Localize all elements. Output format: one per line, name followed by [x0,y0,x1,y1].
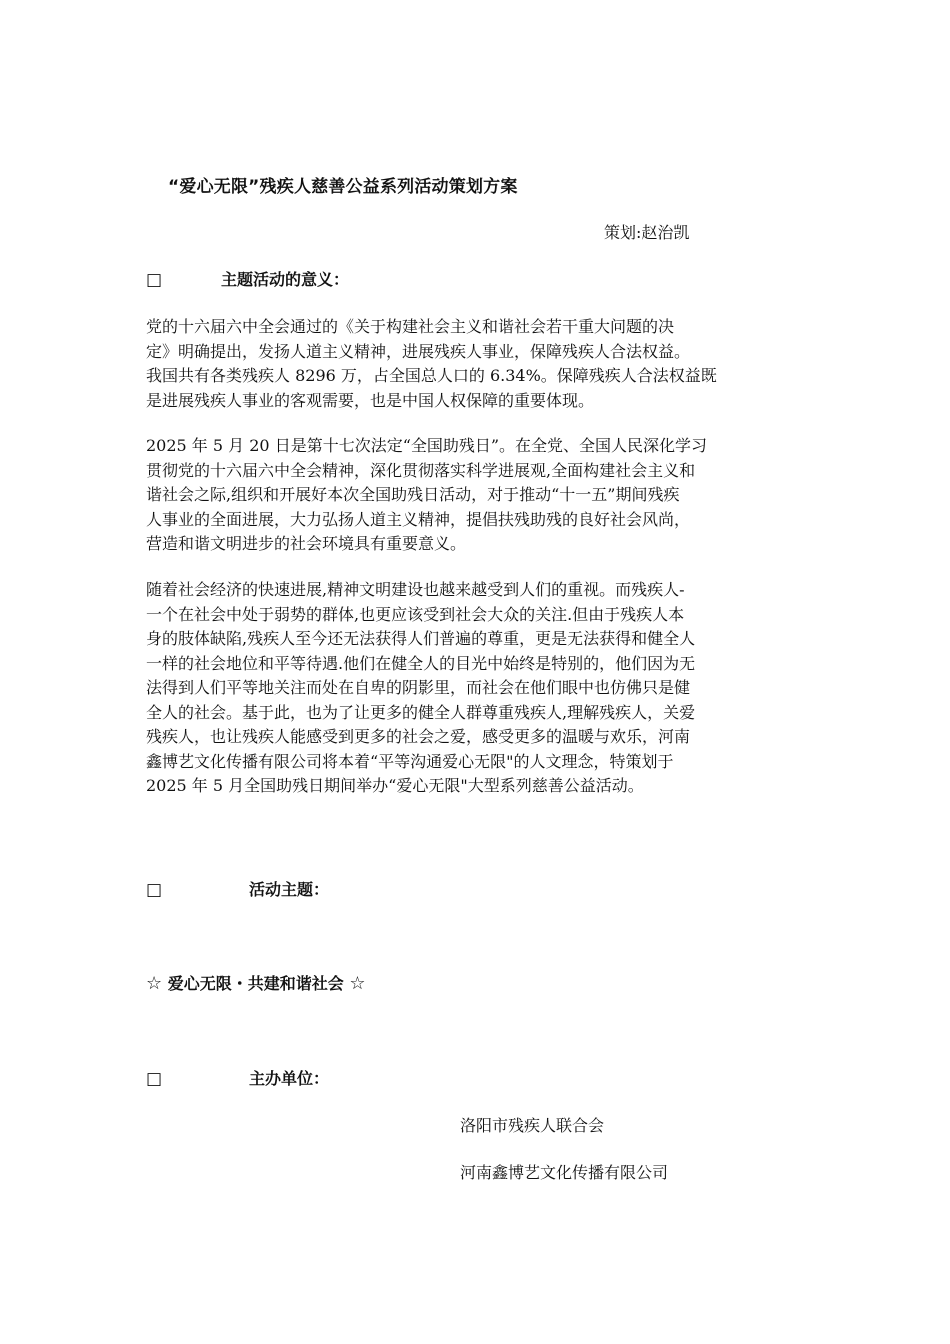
paragraph-line: 2025 年 5 月 20 日是第十七次法定“全国助残日”。在全党、全国人民深化学习 [146,436,708,455]
paragraph-line: 人事业的全面进展，大力弘扬人道主义精神，提倡扶残助残的良好社会风尚， [146,509,691,529]
paragraph-line: 党的十六届六中全会通过的《关于构建社会主义和谐社会若干重大问题的决 [146,317,675,336]
section-label: 活动主题： [249,880,330,899]
document-title: “爱心无限”残疾人慈善公益系列活动策划方案 [168,177,518,197]
paragraph-line: 营造和谐文明进步的社会环境具有重要意义。 [146,534,467,553]
checkbox-icon: □ [146,880,163,900]
slogan-text: 爱心无限・共建和谐社会 [167,974,344,993]
theme-slogan [146,971,365,994]
star-icon: ☆ [349,973,366,994]
paragraph-line: 是进展残疾人事业的客观需要，也是中国人权保障的重要体现。 [146,390,595,410]
paragraph-line: 2025 年 5 月全国助残日期间举办“爱心无限"大型系列慈善公益活动。 [146,776,644,795]
paragraph-line: 随着社会经济的快速进展,精神文明建设也越来越受到人们的重视。而残疾人- [146,580,685,599]
section-heading-significance [146,267,349,290]
paragraph-line: 鑫博艺文化传播有限公司将本着“平等沟通爱心无限"的人文理念，特策划于 [146,751,674,771]
organizer-item: 河南鑫博艺文化传播有限公司 [460,1163,669,1182]
paragraph-line: 一个在社会中处于弱势的群体,也更应该受到社会大众的关注.但由于残疾人本 [146,604,685,624]
paragraph-line: 残疾人，也让残疾人能感受到更多的社会之爱，感受更多的温暖与欢乐，河南 [146,727,691,746]
author-line: 策划:赵治凯 [604,223,690,242]
paragraph-line: 身的肢体缺陷,残疾人至今还无法获得人们普遍的尊重，更是无法获得和健全人 [146,629,696,648]
section-label: 主办单位： [249,1069,330,1088]
paragraph-significance-1 [146,315,814,413]
paragraph-line: 谐社会之际,组织和开展好本次全国助残日活动，对于推动“十一五”期间残疾 [146,485,680,504]
star-icon: ☆ [146,973,163,994]
paragraph-line: 全人的社会。基于此，也为了让更多的健全人群尊重残疾人,理解残疾人，关爱 [146,702,696,722]
paragraph-line: 法得到人们平等地关注而处在自卑的阴影里，而社会在他们眼中也仿佛只是健 [146,678,691,697]
paragraph-line: 我国共有各类残疾人 8296 万，占全国总人口的 6.34%。保障残疾人合法权益既 [146,366,717,385]
checkbox-icon: □ [146,1069,163,1089]
paragraph-significance-3 [146,578,814,799]
section-heading-organizers [146,1066,329,1089]
organizer-item: 洛阳市残疾人联合会 [460,1116,605,1135]
section-heading-theme [146,877,329,900]
paragraph-line: 定》明确提出，发扬人道主义精神，进展残疾人事业，保障残疾人合法权益。 [146,341,691,361]
paragraph-significance-2 [146,434,814,557]
section-label: 主题活动的意义： [221,270,350,289]
paragraph-line: 贯彻党的十六届六中全会精神，深化贯彻落实科学进展观,全面构建社会主义和 [146,460,696,480]
paragraph-line: 一样的社会地位和平等待遇.他们在健全人的目光中始终是特别的，他们因为无 [146,653,696,673]
checkbox-icon: □ [146,270,163,290]
